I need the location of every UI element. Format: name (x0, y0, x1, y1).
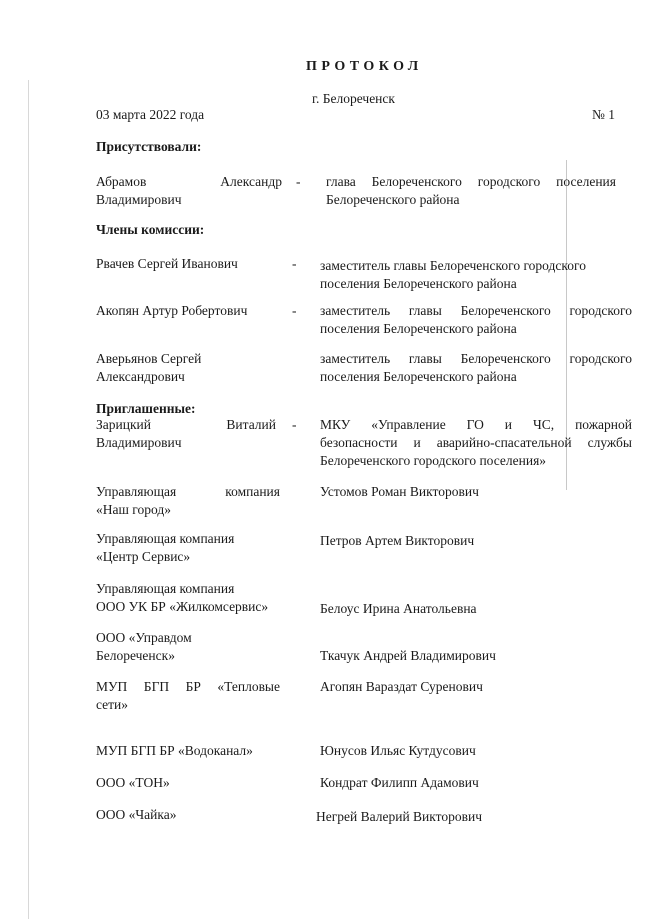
member-role-line2: поселения Белореченского района (320, 369, 517, 384)
org-name: ООО «ТОН» (96, 775, 170, 790)
org-person: Устомов Роман Викторович (320, 484, 479, 499)
org-name: МУП БГП БР «Тепловые (96, 679, 280, 694)
member-name: Акопян Артур Робертович (96, 303, 248, 318)
scan-edge-line (28, 80, 29, 919)
org-name: МУП БГП БР «Водоканал» (96, 743, 253, 758)
member-name: Аверьянов Сергей (96, 351, 202, 366)
invited-head-role-line3: Белореченского городского поселения» (320, 453, 547, 468)
org-name: ООО «Чайка» (96, 807, 177, 822)
chair-name: Абрамов Александр (96, 174, 282, 189)
org-name: Управляющая компания (96, 484, 280, 499)
chair-name-line2: Владимирович (96, 192, 182, 207)
org-name-line2: Белореченск» (96, 648, 175, 663)
org-person: Юнусов Ильяс Кутдусович (320, 743, 476, 758)
invited-head-name: Зарицкий Виталий (96, 417, 276, 432)
org-person: Негрей Валерий Викторович (316, 809, 483, 824)
document-title: ПРОТОКОЛ (306, 59, 423, 74)
chair-role-line2: Белореченского района (326, 192, 460, 207)
invited-head-name-line2: Владимирович (96, 435, 182, 450)
org-name: Управляющая компания (96, 581, 235, 596)
org-name: ООО «Управдом (96, 630, 192, 645)
document-number: № 1 (592, 107, 616, 122)
org-person: Белоус Ирина Анатольевна (320, 601, 477, 616)
member-dash: - (292, 303, 297, 318)
section-present: Присутствовали: (96, 139, 202, 154)
invited-head-dash: - (292, 417, 297, 432)
section-members: Члены комиссии: (96, 222, 205, 237)
chair-dash: - (296, 174, 301, 189)
org-name-line2: сети» (96, 697, 129, 712)
member-name: Рвачев Сергей Иванович (96, 256, 238, 271)
org-name-line2: «Центр Сервис» (96, 549, 191, 564)
invited-head-role-line2: безопасности и аварийно-спасательной службы (320, 435, 632, 450)
section-invited: Приглашенные: (96, 401, 196, 416)
invited-head-role: МКУ «Управление ГО и ЧС, пожарной (320, 417, 632, 432)
org-person: Ткачук Андрей Владимирович (320, 648, 496, 663)
org-name-line2: «Наш город» (96, 502, 171, 517)
org-person: Агопян Вараздат Суренович (320, 679, 483, 694)
member-dash: - (292, 256, 297, 271)
org-person: Петров Артем Викторович (320, 533, 475, 548)
city: г. Белореченск (312, 91, 395, 106)
chair-role: глава Белореченского городского поселения (326, 174, 616, 189)
document-date: 03 марта 2022 года (96, 107, 205, 122)
member-role: заместитель главы Белореченского городского (320, 303, 632, 318)
org-person: Кондрат Филипп Адамович (320, 775, 479, 790)
member-role-line2: поселения Белореченского района (320, 276, 517, 291)
org-name: Управляющая компания (96, 531, 235, 546)
member-role: заместитель главы Белореченского городского (320, 351, 632, 366)
member-role-line2: поселения Белореченского района (320, 321, 517, 336)
org-name-line2: ООО УК БР «Жилкомсервис» (96, 599, 269, 614)
member-name-line2: Александрович (96, 369, 185, 384)
member-role: заместитель главы Белореченского городского (320, 258, 586, 273)
